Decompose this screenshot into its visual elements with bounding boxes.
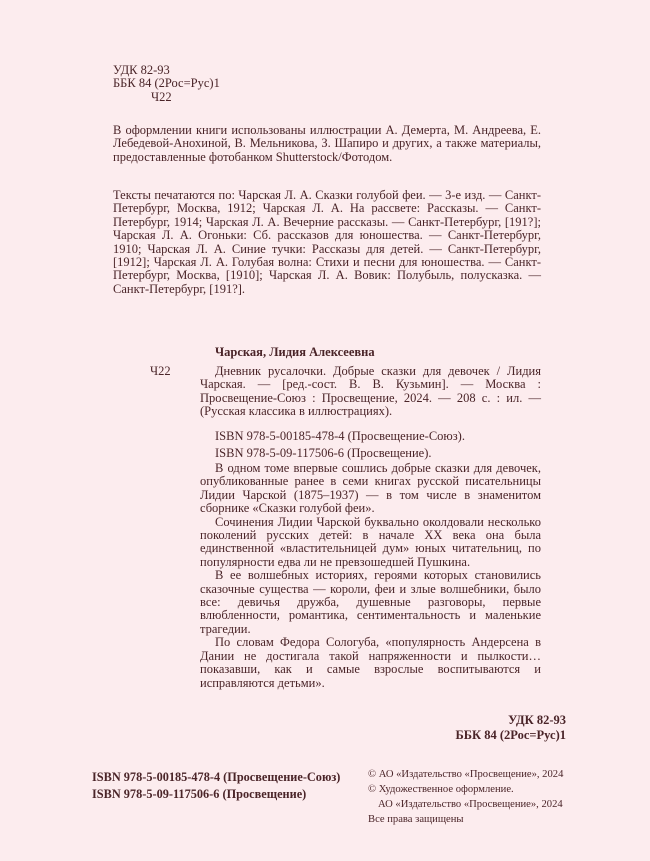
copyright-line-2: © Художественное оформление.: [368, 784, 514, 795]
annotation-paragraph-1: В одном томе впервые сошлись добрые сказки для девочек, опубликованные ранее в семи книгах русской писательницы Лидии Чарской (1875–1937) — в том числе в знаменитом сборнике «Сказки голубой феи».: [200, 461, 541, 516]
isbn-line-2: ISBN 978-5-09-117506-6 (Просвещение).: [215, 445, 432, 460]
bottom-bbk-code: ББК 84 (2Рос=Рус)1: [455, 728, 566, 742]
annotation-paragraph-4: По словам Федора Сологуба, «популярность Андерсена в Дании не достигала такой напряженности и пылкости… показавши, как и самые взрослые воспитываются и исправляются детьми».: [200, 635, 541, 690]
bibliographic-description: Дневник русалочки. Добрые сказки для девочек / Лидия Чарская. — [ред.-сост. В. В. Кузьмин]. — Москва : Просвещение-Союз : Просвещение, 2024. — 208 с. : ил. — (Русская классика в иллюстрациях).: [200, 364, 541, 419]
entry-author-sign: Ч22: [150, 364, 171, 378]
copyright-block: [368, 767, 563, 827]
isbn-line-1: ISBN 978-5-00185-478-4 (Просвещение-Союз).: [215, 429, 465, 443]
annotation-paragraph-2: Сочинения Лидии Чарской буквально околдовали несколько поколений русских детей: в начале XX века она была единственной «властительницей дум» юных читательниц, по популярности едва ли не превзошедшей Пушкина.: [200, 514, 541, 569]
top-classification-block: [113, 64, 220, 104]
footer-isbn-line-1: ISBN 978-5-00185-478-4 (Просвещение-Союз): [92, 770, 341, 784]
copyright-line-3: АО «Издательство «Просвещение», 2024: [378, 799, 563, 810]
copyright-line-1: © АО «Издательство «Просвещение», 2024: [368, 769, 564, 780]
annotation-paragraph-3: В ее волшебных историях, героями которых становились сказочные существа — короли, феи и злые волшебники, было все: девичья дружба, душевные разговоры, первые влюбленности, романтика, сентиментальность и маленькие трагедии.: [200, 568, 541, 636]
bottom-udc-code: УДК 82-93: [508, 713, 566, 727]
annotation-block: [200, 462, 541, 690]
illustration-credits-paragraph: В оформлении книги использованы иллюстрации А. Демерта, М. Андреева, Е. Лебедевой-Анохиной, В. Мельникова, З. Шапиро и других, а также материалы, предоставленные фотобанком Shutterstock/Фотодом.: [113, 123, 541, 164]
bbk-code: ББК 84 (2Рос=Рус)1: [113, 76, 220, 91]
author-sign-code: Ч22: [151, 89, 172, 104]
copyright-line-4: Все права защищены: [368, 814, 464, 825]
entry-isbn-block: [215, 428, 465, 461]
footer-isbn-block: [92, 769, 340, 803]
author-heading: Чарская, Лидия Алексеевна: [215, 345, 375, 359]
bottom-classification-block: [456, 713, 566, 743]
text-sources-paragraph: Тексты печатаются по: Чарская Л. А. Сказки голубой феи. — 3-е изд. — Санкт-Петербург, Москва, 1912; Чарская Л. А. На рассвете: Рассказы. — Санкт-Петербург, 1914; Чарская Л. А. Вечерние рассказы. — Санкт-Петербург, [191?]; Чарская Л. А. Огоньки: Сб. рассказов для юношества. — Санкт-Петербург, 1910; Чарская Л. А. Синие тучки: Рассказы для детей. — Санкт-Петербург, [1912]; Чарская Л. А. Голубая волна: Стихи и песни для юношества. — Санкт-Петербург, Москва, [1910]; Чарская Л. А. Вовик: Полубыль, полусказка. — Санкт-Петербург, [191?].: [113, 188, 541, 296]
footer-isbn-line-2: ISBN 978-5-09-117506-6 (Просвещение): [92, 787, 307, 801]
udc-code: УДК 82-93: [113, 63, 170, 77]
